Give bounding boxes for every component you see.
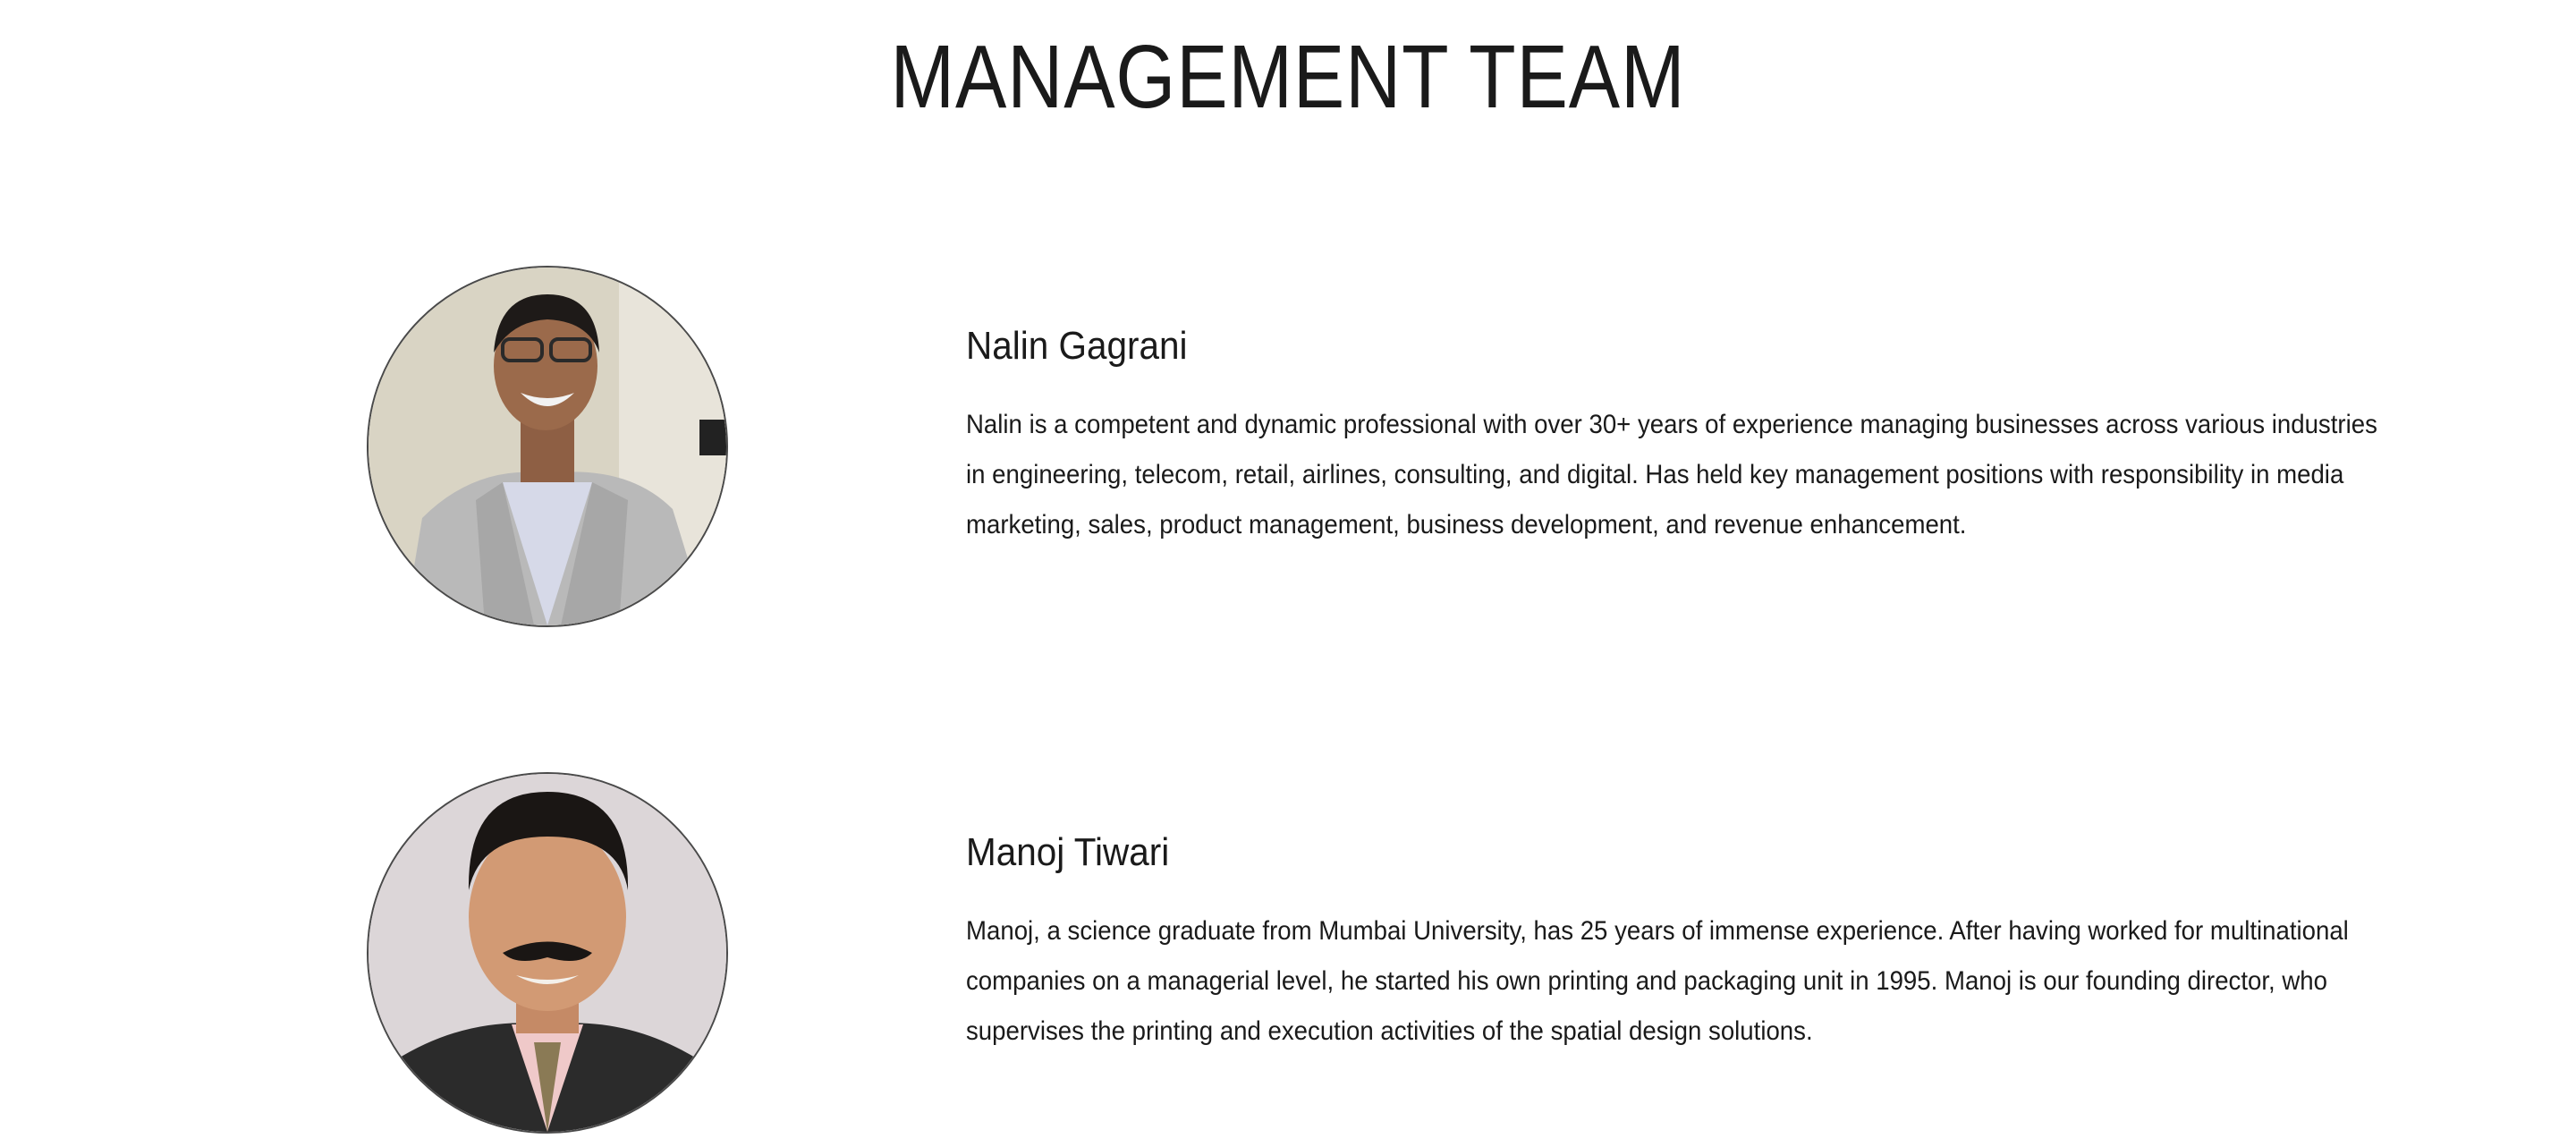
- member-name: Manoj Tiwari: [966, 830, 1170, 874]
- member-bio: Manoj, a science graduate from Mumbai University, has 25 years of immense experience. After having worked for multinational companies on a managerial level, he started his own printing and packaging unit in 1995. Manoj is our founding director, who supervises the printing and execution activities of the spatial design solutions.: [966, 916, 2349, 1046]
- avatar: [367, 772, 728, 1134]
- member-name: Nalin Gagrani: [966, 324, 1188, 368]
- member-photo: [369, 268, 726, 625]
- member-bio: Nalin is a competent and dynamic professional with over 30+ years of experience managing businesses across various industries in engineering, telecom, retail, airlines, consulting, and digital. Has held key management positions with responsibility in media marketing, sales, product management, business development, and revenue enhancement.: [966, 410, 2377, 540]
- member-photo: [369, 774, 726, 1132]
- avatar: [367, 266, 728, 627]
- page-title: MANAGEMENT TEAM: [890, 27, 1686, 127]
